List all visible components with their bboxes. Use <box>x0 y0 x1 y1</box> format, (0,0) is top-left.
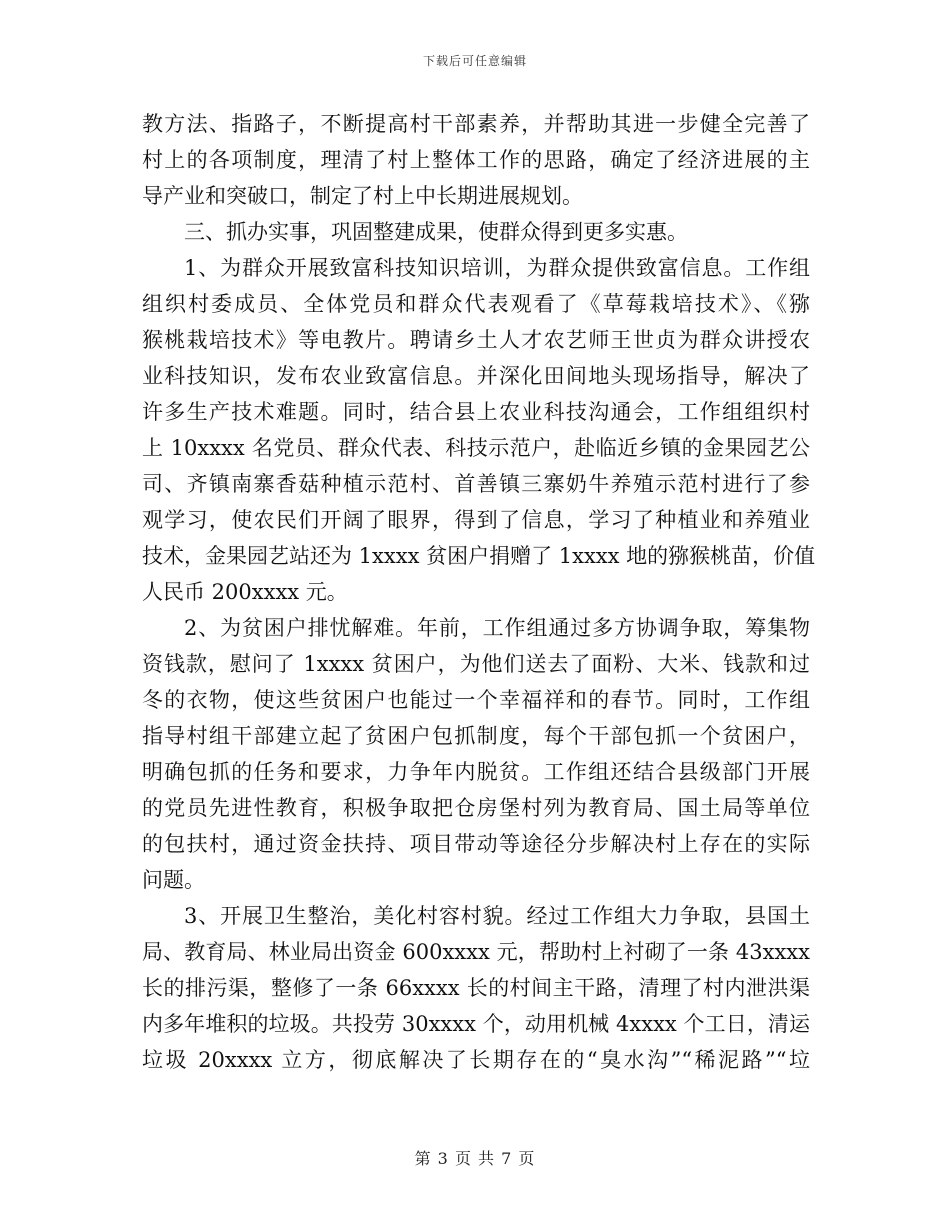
document-body <box>142 106 816 1078</box>
text-line: 问题。 <box>142 868 205 892</box>
text-line: 人民币 200xxxx 元。 <box>142 580 348 604</box>
text-line: 教方法、指路子，不断提高村干部素养，并帮助其进一步健全完善了 <box>142 112 810 136</box>
text-line: 指导村组干部建立起了贫困户包抓制度，每个干部包抓一个贫困户， <box>142 724 810 748</box>
page-header: 下载后可任意编辑 <box>422 54 527 68</box>
text-line: 的党员先进性教育，积极争取把仓房堡村列为教育局、国土局等单位 <box>142 796 810 820</box>
text-line: 组织村委成员、全体党员和群众代表观看了《草莓栽培技术》、《猕 <box>142 292 810 316</box>
text-line: 冬的衣物，使这些贫困户也能过一个幸福祥和的春节。同时，工作组 <box>142 688 810 712</box>
page-footer: 第 3 页 共 7 页 <box>414 1149 536 1168</box>
text-line: 猴桃栽培技术》等电教片。聘请乡土人才农艺师王世贞为群众讲授农 <box>142 328 810 352</box>
section-heading: 三、抓办实事，巩固整建成果，使群众得到更多实惠。 <box>184 220 688 244</box>
text-line: 长的排污渠，整修了一条 66xxxx 长的村间主干路，清理了村内泄洪渠 <box>142 976 810 1000</box>
text-line: 局、教育局、林业局出资金 600xxxx 元，帮助村上衬砌了一条 43xxxx <box>142 940 810 964</box>
text-line: 垃圾 20xxxx 立方，彻底解决了长期存在的“臭水沟”“稀泥路”“垃 <box>142 1048 810 1072</box>
text-line: 明确包抓的任务和要求，力争年内脱贫。工作组还结合县级部门开展 <box>142 760 810 784</box>
text-line: 许多生产技术难题。同时，结合县上农业科技沟通会，工作组组织村 <box>142 400 810 424</box>
text-line: 上 10xxxx 名党员、群众代表、科技示范户，赴临近乡镇的金果园艺公 <box>142 436 810 460</box>
text-line: 导产业和突破口，制定了村上中长期进展规划。 <box>142 184 583 208</box>
text-line: 村上的各项制度，理清了村上整体工作的思路，确定了经济进展的主 <box>142 148 810 172</box>
text-line: 2、为贫困户排忧解难。年前，工作组通过多方协调争取，筹集物 <box>184 616 810 640</box>
text-line: 观学习，使农民们开阔了眼界，得到了信息，学习了种植业和养殖业 <box>142 508 810 532</box>
text-line: 3、开展卫生整治，美化村容村貌。经过工作组大力争取，县国土 <box>184 904 810 928</box>
text-line: 司、齐镇南寨香菇种植示范村、首善镇三寨奶牛养殖示范村进行了参 <box>142 472 810 496</box>
text-line: 内多年堆积的垃圾。共投劳 30xxxx 个，动用机械 4xxxx 个工日，清运 <box>142 1012 810 1036</box>
text-line: 技术，金果园艺站还为 1xxxx 贫困户捐赠了 1xxxx 地的猕猴桃苗，价值 <box>142 544 816 568</box>
text-line: 业科技知识，发布农业致富信息。并深化田间地头现场指导，解决了 <box>142 364 810 388</box>
text-line: 的包扶村，通过资金扶持、项目带动等途径分步解决村上存在的实际 <box>142 832 810 856</box>
text-line: 资钱款，慰问了 1xxxx 贫困户，为他们送去了面粉、大米、钱款和过 <box>142 652 810 676</box>
text-line: 1、为群众开展致富科技知识培训，为群众提供致富信息。工作组 <box>184 256 810 280</box>
